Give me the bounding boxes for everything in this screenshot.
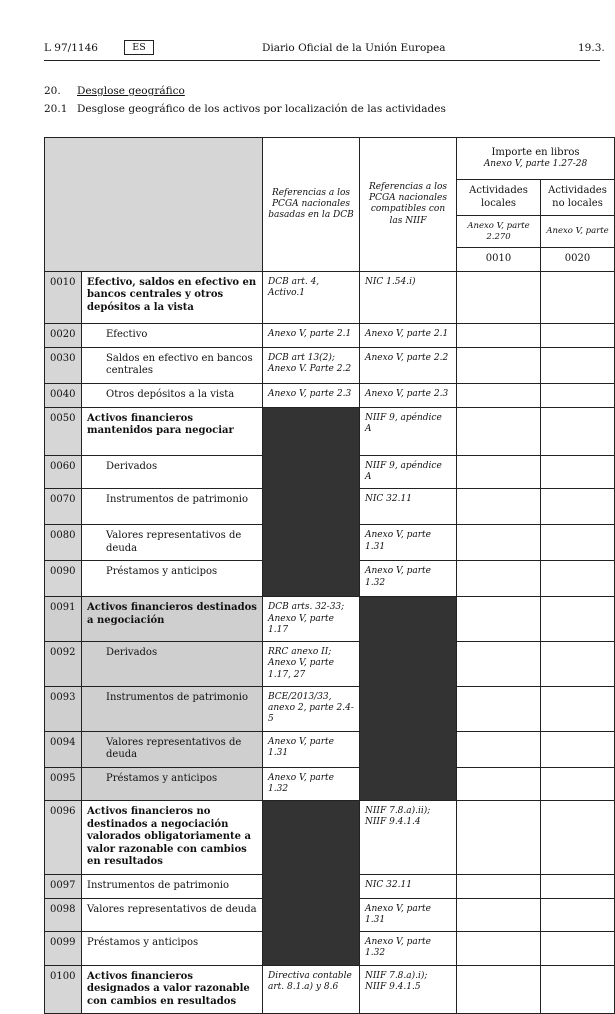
value-cell <box>457 932 541 966</box>
table-row <box>45 271 615 323</box>
section-title: Desglose geográfico <box>77 85 185 97</box>
value-cell <box>457 642 541 687</box>
value-cell <box>457 347 541 383</box>
row-code: 0030 <box>45 347 82 383</box>
table-row <box>45 323 615 347</box>
value-cell <box>457 525 541 561</box>
row-label: Efectivo, saldos en efectivo en bancos centrales y otros depósitos a la vista <box>82 271 263 323</box>
value-cell <box>457 597 541 642</box>
row-code: 0100 <box>45 965 82 1014</box>
table-row <box>45 731 615 767</box>
row-ref-dcb: Anexo V, parte 1.31 <box>263 731 360 767</box>
value-cell <box>541 597 615 642</box>
row-label: Préstamos y anticipos <box>82 561 263 597</box>
table-row <box>45 407 615 455</box>
header-locales-ref: Anexo V, parte 2.270 <box>457 216 541 248</box>
value-cell <box>541 932 615 966</box>
row-ref-niif: NIIF 7.8.a).i); NIIF 9.4.1.5 <box>360 965 457 1014</box>
row-code: 0020 <box>45 323 82 347</box>
value-cell <box>541 489 615 525</box>
value-cell <box>541 731 615 767</box>
value-cell <box>457 323 541 347</box>
header-importe <box>457 138 615 180</box>
row-label: Activos financieros destinados a negociación <box>82 597 263 642</box>
row-ref-dcb: Anexo V, parte 2.1 <box>263 323 360 347</box>
row-ref-niif: Anexo V, parte 1.31 <box>360 898 457 932</box>
row-label: Valores representativos de deuda <box>82 898 263 932</box>
row-code: 0097 <box>45 874 82 898</box>
row-code: 0050 <box>45 407 82 455</box>
row-ref-dcb: Directiva contable art. 8.1.a) y 8.6 <box>263 965 360 1014</box>
table-row <box>45 597 615 642</box>
shaded-cell <box>263 801 360 966</box>
row-ref-niif: Anexo V, parte 1.32 <box>360 561 457 597</box>
row-label: Valores representativos de deuda <box>82 525 263 561</box>
header-actividades-locales: Actividades locales <box>457 180 541 216</box>
header-rule <box>44 60 600 61</box>
row-ref-niif: Anexo V, parte 2.3 <box>360 383 457 407</box>
value-cell <box>541 347 615 383</box>
row-code: 0094 <box>45 731 82 767</box>
value-cell <box>457 561 541 597</box>
row-ref-dcb: DCB art. 4, Activo.1 <box>263 271 360 323</box>
row-label: Activos financieros mantenidos para negociar <box>82 407 263 455</box>
value-cell <box>457 731 541 767</box>
header-ref-dcb: Referencias a los PCGA nacionales basadas en la DCB <box>263 138 360 272</box>
row-label: Efectivo <box>82 323 263 347</box>
header-importe-title: Importe en libros <box>491 146 580 158</box>
row-code: 0040 <box>45 383 82 407</box>
value-cell <box>457 898 541 932</box>
table-row <box>45 642 615 687</box>
row-ref-niif: Anexo V, parte 2.2 <box>360 347 457 383</box>
row-code: 0096 <box>45 801 82 875</box>
row-ref-dcb: DCB arts. 32-33; Anexo V, parte 1.17 <box>263 597 360 642</box>
value-cell <box>541 455 615 489</box>
geographic-breakdown-table <box>44 137 615 1014</box>
subsection-number: 20.1 <box>44 103 68 115</box>
value-cell <box>541 801 615 875</box>
table-row <box>45 383 615 407</box>
column-code-0010: 0010 <box>457 248 541 272</box>
row-code: 0091 <box>45 597 82 642</box>
row-ref-niif: NIIF 7.8.a).ii); NIIF 9.4.1.4 <box>360 801 457 875</box>
value-cell <box>457 767 541 801</box>
table-row <box>45 347 615 383</box>
row-label: Otros depósitos a la vista <box>82 383 263 407</box>
value-cell <box>541 323 615 347</box>
value-cell <box>541 898 615 932</box>
header-no-locales-ref: Anexo V, parte <box>541 216 615 248</box>
value-cell <box>457 686 541 731</box>
value-cell <box>541 383 615 407</box>
shaded-cell <box>263 407 360 597</box>
row-label: Derivados <box>82 455 263 489</box>
row-ref-dcb: Anexo V, parte 1.32 <box>263 767 360 801</box>
row-ref-niif: Anexo V, parte 2.1 <box>360 323 457 347</box>
row-label: Derivados <box>82 642 263 687</box>
row-label: Activos financieros no destinados a negociación valorados obligatoriamente a valor razonable con cambios en resultados <box>82 801 263 875</box>
value-cell <box>457 965 541 1014</box>
value-cell <box>541 407 615 455</box>
table-row <box>45 965 615 1014</box>
row-label: Préstamos y anticipos <box>82 767 263 801</box>
row-ref-niif: NIC 32.11 <box>360 489 457 525</box>
row-label: Préstamos y anticipos <box>82 932 263 966</box>
value-cell <box>457 407 541 455</box>
row-label: Instrumentos de patrimonio <box>82 489 263 525</box>
journal-date: 19.3. <box>578 42 605 54</box>
shaded-cell <box>360 597 457 801</box>
row-label: Instrumentos de patrimonio <box>82 874 263 898</box>
value-cell <box>457 489 541 525</box>
row-ref-niif: Anexo V, parte 1.32 <box>360 932 457 966</box>
row-code: 0093 <box>45 686 82 731</box>
row-ref-niif: NIC 32.11 <box>360 874 457 898</box>
value-cell <box>457 874 541 898</box>
column-code-0020: 0020 <box>541 248 615 272</box>
value-cell <box>541 874 615 898</box>
page-header <box>0 0 605 62</box>
row-code: 0080 <box>45 525 82 561</box>
row-code: 0090 <box>45 561 82 597</box>
table-row <box>45 801 615 875</box>
row-code: 0099 <box>45 932 82 966</box>
row-ref-dcb: Anexo V, parte 2.3 <box>263 383 360 407</box>
row-ref-dcb: BCE/2013/33, anexo 2, parte 2.4-5 <box>263 686 360 731</box>
row-code: 0010 <box>45 271 82 323</box>
row-code: 0092 <box>45 642 82 687</box>
value-cell <box>541 525 615 561</box>
journal-title: Diario Oficial de la Unión Europea <box>262 42 446 54</box>
row-ref-dcb: RRC anexo II; Anexo V, parte 1.17, 27 <box>263 642 360 687</box>
table-row <box>45 767 615 801</box>
row-label: Valores representativos de deuda <box>82 731 263 767</box>
value-cell <box>457 271 541 323</box>
row-ref-niif: NIIF 9, apéndice A <box>360 407 457 455</box>
header-ref-niif: Referencias a los PCGA nacionales compatibles con las NIIF <box>360 138 457 272</box>
value-cell <box>457 801 541 875</box>
section-number: 20. <box>44 85 61 97</box>
row-ref-niif: Anexo V, parte 1.31 <box>360 525 457 561</box>
value-cell <box>541 686 615 731</box>
row-code: 0070 <box>45 489 82 525</box>
subsection-title: Desglose geográfico de los activos por localización de las actividades <box>77 103 446 115</box>
table-row <box>45 686 615 731</box>
value-cell <box>541 561 615 597</box>
value-cell <box>541 767 615 801</box>
row-code: 0095 <box>45 767 82 801</box>
header-empty-cell <box>45 138 263 272</box>
row-code: 0098 <box>45 898 82 932</box>
value-cell <box>457 455 541 489</box>
header-importe-sub: Anexo V, parte 1.27-28 <box>483 159 588 170</box>
row-label: Instrumentos de patrimonio <box>82 686 263 731</box>
row-code: 0060 <box>45 455 82 489</box>
value-cell <box>541 965 615 1014</box>
value-cell <box>457 383 541 407</box>
header-actividades-no-locales: Actividades no locales <box>541 180 615 216</box>
value-cell <box>541 271 615 323</box>
row-ref-niif: NIC 1.54.i) <box>360 271 457 323</box>
row-ref-dcb: DCB art 13(2); Anexo V. Parte 2.2 <box>263 347 360 383</box>
language-badge: ES <box>124 40 154 55</box>
row-label: Activos financieros designados a valor razonable con cambios en resultados <box>82 965 263 1014</box>
row-ref-niif: NIIF 9, apéndice A <box>360 455 457 489</box>
row-label: Saldos en efectivo en bancos centrales <box>82 347 263 383</box>
journal-reference: L 97/1146 <box>44 42 98 54</box>
value-cell <box>541 642 615 687</box>
